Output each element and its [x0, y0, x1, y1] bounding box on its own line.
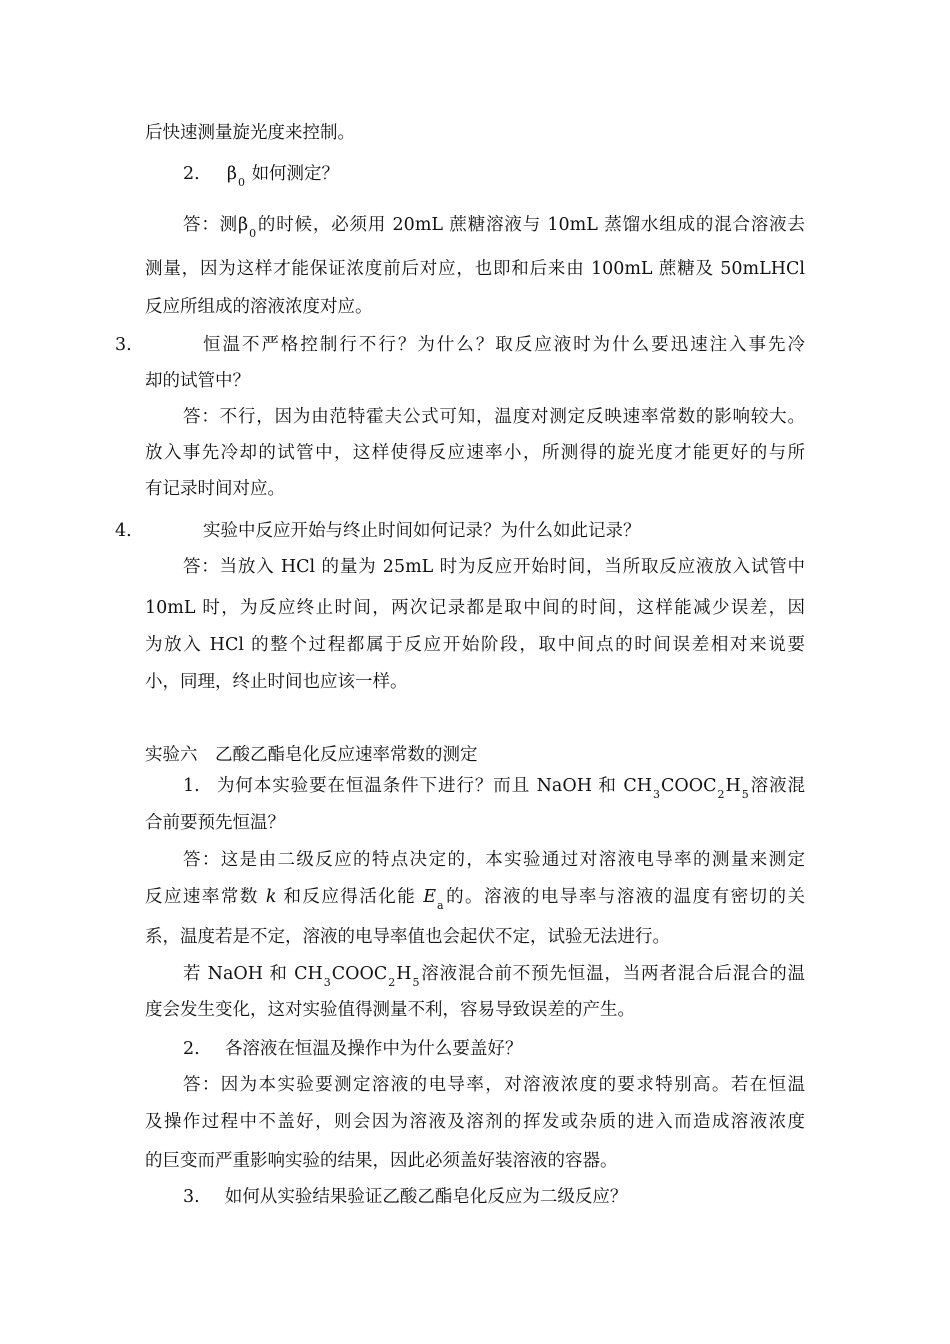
question-number: 3. [183, 1187, 200, 1207]
question-text: 各溶液在恒温及操作中为什么要盖好？ [224, 1039, 523, 1059]
text: 后快速测量旋光度来控制。 [145, 123, 355, 143]
beta-symbol: β [237, 215, 249, 235]
question-text: 实验中反应开始与终止时间如何记录？为什么如此记录？ [203, 521, 641, 541]
answer-4-line [145, 670, 408, 694]
text: H [725, 776, 741, 796]
text: 及操作过程中不盖好，则会因为溶液及溶剂的挥发或杂质的进入而造成溶液浓度 [145, 1112, 805, 1132]
variable-k: k [265, 887, 277, 907]
exp6-answer-1-line [145, 925, 670, 949]
answer-3-line [145, 441, 805, 465]
text: 有记录时间对应。 [145, 479, 285, 499]
question-number: 2. [183, 1039, 200, 1059]
subscript: 5 [412, 976, 420, 989]
question-2 [183, 162, 339, 188]
text: 若 NaOH 和 CH [183, 964, 323, 984]
subscript: 3 [323, 976, 331, 989]
text: 系，温度若是不定，溶液的电导率值也会起伏不定，试验无法进行。 [145, 927, 670, 947]
subscript: 0 [249, 227, 257, 240]
exp6-question-2 [183, 1037, 522, 1061]
question-number: 2. [183, 164, 200, 184]
answer-2-line [145, 295, 373, 319]
exp6-question-3 [183, 1185, 627, 1209]
text: 度会发生变化，这对实验值得测量不利，容易导致误差的产生。 [145, 1000, 635, 1020]
text: 溶液混 [749, 776, 805, 796]
heading: 实验六 乙酸乙酯皂化反应速率常数的测定 [145, 745, 478, 765]
text: 溶液混合前不预先恒温，当两者混合后混合的温 [420, 964, 805, 984]
text: 为放入 HCl 的整个过程都属于反应开始阶段，取中间点的时间误差相对来说要 [145, 635, 805, 655]
text: 为何本实验要在恒温条件下进行？而且 NaOH 和 CH [217, 776, 652, 796]
text: 和反应得活化能 [283, 887, 417, 907]
answer-2-line [183, 213, 805, 239]
subscript: 2 [717, 788, 725, 801]
text: COOC [331, 964, 388, 984]
text: 答：因为本实验要测定溶液的电导率，对溶液浓度的要求特别高。若在恒温 [183, 1075, 805, 1095]
question-number: 1. [183, 776, 200, 796]
subscript: a [437, 899, 444, 912]
text: 的。溶液的电导率与溶液的温度有密切的关 [444, 887, 805, 907]
subscript: 0 [237, 176, 245, 189]
exp6-answer-1b-line [145, 998, 635, 1022]
exp6-answer-1-line [183, 848, 805, 872]
question-4-number [115, 519, 132, 543]
subscript: 5 [741, 788, 749, 801]
question-3-line [203, 333, 805, 357]
answer-2-line [145, 257, 805, 281]
text: 反应速率常数 [145, 887, 259, 907]
exp6-answer-2-line [145, 1149, 618, 1173]
variable-E: E [423, 887, 437, 907]
text: 答：不行，因为由范特霍夫公式可知，温度对测定反映速率常数的影响较大。 [183, 407, 805, 427]
exp6-question-1-number [183, 774, 200, 798]
text: 合前要预先恒温？ [145, 813, 285, 833]
text: 反应所组成的溶液浓度对应。 [145, 297, 373, 317]
section-title [145, 743, 478, 767]
beta-symbol: β [226, 164, 237, 184]
text: 放入事先冷却的试管中，这样使得反应速率小，所测得的旋光度才能更好的与所 [145, 443, 805, 463]
question-text: 如何测定？ [251, 164, 340, 184]
text: 答：测 [183, 215, 238, 235]
text: 小，同理，终止时间也应该一样。 [145, 672, 408, 692]
exp6-question-1-line [145, 811, 285, 835]
exp6-answer-2-line [183, 1073, 805, 1097]
answer-4-line [145, 633, 805, 657]
exp6-question-1-line [217, 774, 805, 800]
question-number: 4. [115, 521, 132, 541]
subscript: 2 [388, 976, 396, 989]
text-line [145, 121, 355, 145]
text: H [396, 964, 412, 984]
exp6-answer-1b-line [183, 962, 805, 988]
text: 答：当放入 HCl 的量为 25mL 时为反应开始时间，当所取反应液放入试管中 [183, 557, 805, 577]
question-3-number [115, 333, 132, 357]
text: 的巨变而严重影响实验的结果，因此必须盖好装溶液的容器。 [145, 1151, 618, 1171]
answer-4-line [183, 555, 805, 579]
answer-4-line [145, 596, 805, 620]
answer-3-line [183, 405, 805, 429]
question-text: 却的试管中？ [145, 371, 250, 391]
text: COOC [660, 776, 717, 796]
question-text: 恒温不严格控制行不行？为什么？取反应液时为什么要迅速注入事先冷 [203, 335, 805, 355]
text: 测量，因为这样才能保证浓度前后对应，也即和后来由 100mL 蔗糖及 50mLHCl [145, 259, 805, 279]
text: 答：这是由二级反应的特点决定的，本实验通过对溶液电导率的测量来测定 [183, 850, 805, 870]
exp6-answer-1-line [145, 885, 805, 911]
question-3-line [145, 369, 250, 393]
exp6-answer-2-line [145, 1110, 805, 1134]
question-text: 如何从实验结果验证乙酸乙酯皂化反应为二级反应？ [224, 1187, 628, 1207]
text: 的时候，必须用 20mL 蔗糖溶液与 10mL 蒸馏水组成的混合溶液去 [257, 215, 806, 235]
subscript: 3 [652, 788, 660, 801]
answer-3-line [145, 477, 285, 501]
question-number: 3. [115, 335, 132, 355]
text: 10mL 时，为反应终止时间，两次记录都是取中间的时间，这样能减少误差，因 [145, 598, 805, 618]
question-4-line [203, 519, 641, 543]
